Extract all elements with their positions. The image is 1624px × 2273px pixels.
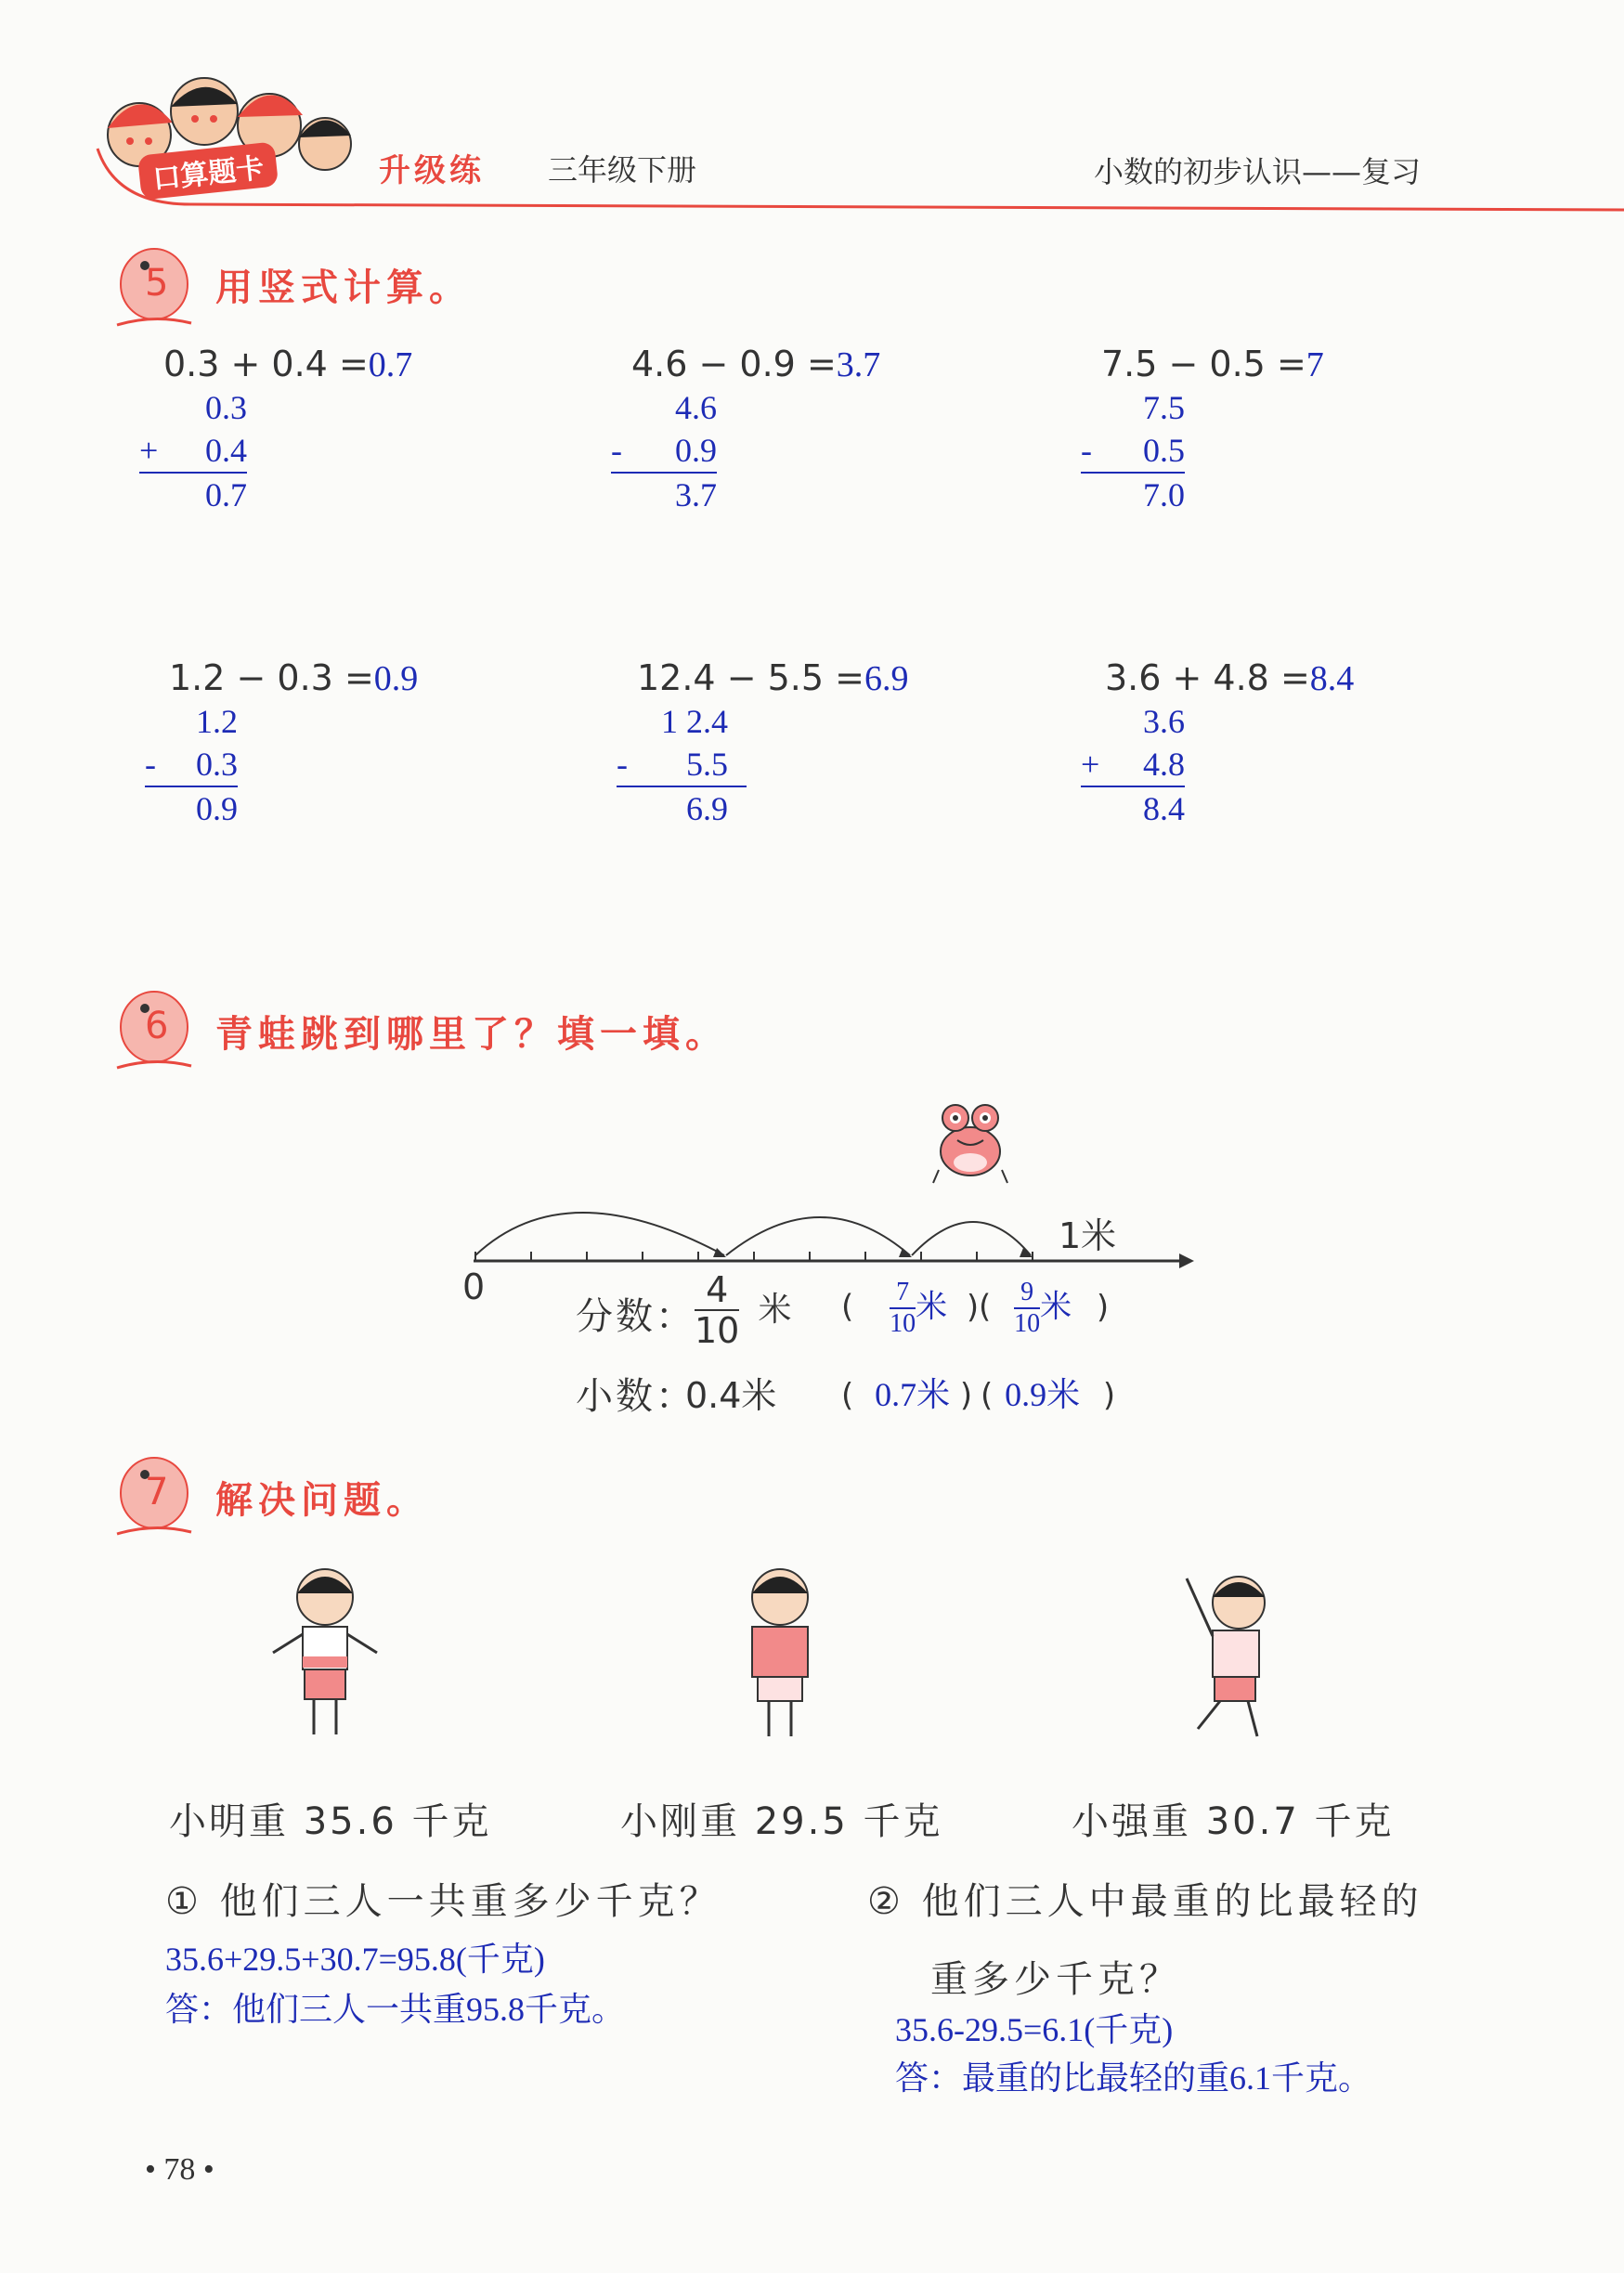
calc-operator: + [1081,746,1100,783]
section-number: 6 [145,1005,169,1047]
jump-arc [912,1222,1031,1255]
calc-bottom: 0.4 [205,432,247,469]
calc-result: 6.9 [686,790,728,827]
equation-expr: 0.3 + 0.4 = [163,344,369,384]
brand-badge: 口算题卡 [137,141,279,200]
vertical-calc-6 [1081,700,1185,830]
fraction-numerator: 9 [1020,1278,1034,1306]
fraction-unit: 米 [1040,1290,1072,1325]
answer-fraction-2 [979,1279,1109,1337]
jump-arc [475,1213,724,1255]
calc-bottom: 5.5 [686,746,728,783]
equation-1 [163,344,412,385]
paren-close: ) [966,1288,980,1326]
given-fraction [695,1269,792,1351]
equation-4 [169,657,418,699]
jump-arc [726,1217,910,1255]
page-number: • 78 • [145,2152,214,2187]
fraction-denominator: 10 [1014,1309,1041,1338]
question-2 [867,1872,1423,1925]
question-marker: ① [165,1880,203,1923]
fraction-denominator: 10 [890,1309,916,1338]
equation-answer: 7 [1306,345,1324,384]
calc-result: 0.9 [196,790,238,827]
paren-close: ) [959,1377,973,1414]
q1-work: 35.6+29.5+30.7=95.8(千克) [165,1941,545,1978]
decimal-label: 小数： [576,1375,695,1418]
fraction-denominator: 10 [695,1310,740,1351]
calc-top: 4.6 [675,389,717,426]
calc-top: 3.6 [1143,703,1185,740]
grade-label: 三年级下册 [548,152,697,188]
page-number-value: 78 [163,2152,196,2187]
section-title: 青蛙跳到哪里了？填一填。 [215,1013,728,1056]
section-title: 用竖式计算。 [215,266,472,309]
question-1 [165,1872,721,1925]
boy-xiaoming-illustration [260,1560,390,1746]
xiaogang-weight: 小刚重 29.5 千克 [620,1800,943,1843]
question-2-line2: 重多少千克？ [930,1958,1181,2001]
calc-bottom: 0.9 [675,432,717,469]
vertical-calc-4 [145,700,238,830]
paren-open: ( [979,1288,992,1326]
calc-operator: - [617,746,628,783]
vertical-calc-3 [1081,386,1185,516]
number-line-zero-label: 0 [462,1266,486,1307]
equation-answer: 6.9 [864,659,909,698]
calc-result: 3.7 [675,476,717,513]
section-title: 解决问题。 [215,1479,429,1522]
given-decimal: 0.4米 [685,1375,777,1416]
equation-answer: 0.7 [368,345,413,384]
decimal-answer: 0.7米 [875,1376,951,1413]
paren-open: ( [981,1377,994,1414]
equation-answer: 3.7 [836,345,881,384]
header-divider [88,139,1624,232]
vertical-calc-1 [139,386,247,516]
answer-decimal-1 [841,1369,972,1416]
equation-expr: 3.6 + 4.8 = [1105,657,1310,698]
calc-top: 7.5 [1143,389,1185,426]
calc-result: 8.4 [1143,790,1185,827]
calc-operator: - [145,746,156,783]
frog-icon [933,1105,1007,1183]
calc-top: 1 2.4 [661,703,728,740]
boy-xiaoqiang-illustration [1161,1560,1291,1746]
calc-operator: - [611,432,622,469]
equation-2 [631,344,880,385]
calc-bottom: 0.5 [1143,432,1185,469]
equation-expr: 7.5 − 0.5 = [1101,344,1306,384]
calc-result: 7.0 [1143,476,1185,513]
fraction-unit: 米 [916,1290,948,1325]
number-line-end-label: 1米 [1059,1215,1117,1256]
paren-open: ( [841,1377,854,1414]
calc-operator: - [1081,432,1092,469]
paren-open: ( [841,1288,854,1326]
q2-work: 35.6-29.5=6.1(千克) [895,2011,1174,2048]
xiaoqiang-weight: 小强重 30.7 千克 [1072,1800,1395,1843]
equation-5 [637,657,908,699]
section-number: 7 [145,1471,169,1513]
vertical-calc-5 [617,700,747,830]
answer-fraction-1 [841,1279,979,1337]
calc-bottom: 0.3 [196,746,238,783]
question-text: 他们三人一共重多少千克？ [219,1880,721,1923]
paren-close: ) [1102,1377,1116,1414]
xiaoming-weight: 小明重 35.6 千克 [169,1800,492,1843]
boy-xiaogang-illustration [715,1560,845,1746]
question-marker: ② [867,1880,905,1923]
vertical-calc-2 [611,386,717,516]
equation-expr: 12.4 − 5.5 = [637,657,864,698]
calc-top: 0.3 [205,389,247,426]
fraction-label: 分数： [576,1295,695,1338]
paren-close: ) [1096,1288,1110,1326]
q2-answer: 答：最重的比最轻的重6.1千克。 [895,2059,1372,2097]
q1-answer: 答：他们三人一共重95.8千克。 [165,1991,626,2028]
equation-expr: 4.6 − 0.9 = [631,344,837,384]
calc-bottom: 4.8 [1143,746,1185,783]
calc-operator: + [139,432,159,469]
equation-answer: 0.9 [373,659,419,698]
calc-top: 1.2 [196,703,238,740]
decimal-answer: 0.9米 [1005,1376,1081,1413]
answer-decimal-2 [981,1369,1115,1416]
chapter-title: 小数的初步认识——复习 [1094,154,1422,189]
series-label: 升级练 [379,152,485,189]
equation-6 [1105,657,1354,699]
equation-answer: 8.4 [1309,659,1355,698]
section-number: 5 [145,262,169,305]
fraction-numerator: 7 [896,1278,910,1306]
calc-result: 0.7 [205,476,247,513]
fraction-unit: 米 [758,1290,792,1329]
equation-expr: 1.2 − 0.3 = [169,657,374,698]
fraction-numerator: 4 [706,1269,729,1310]
question-text: 他们三人中最重的比最轻的 [921,1880,1423,1923]
equation-3 [1101,344,1324,385]
